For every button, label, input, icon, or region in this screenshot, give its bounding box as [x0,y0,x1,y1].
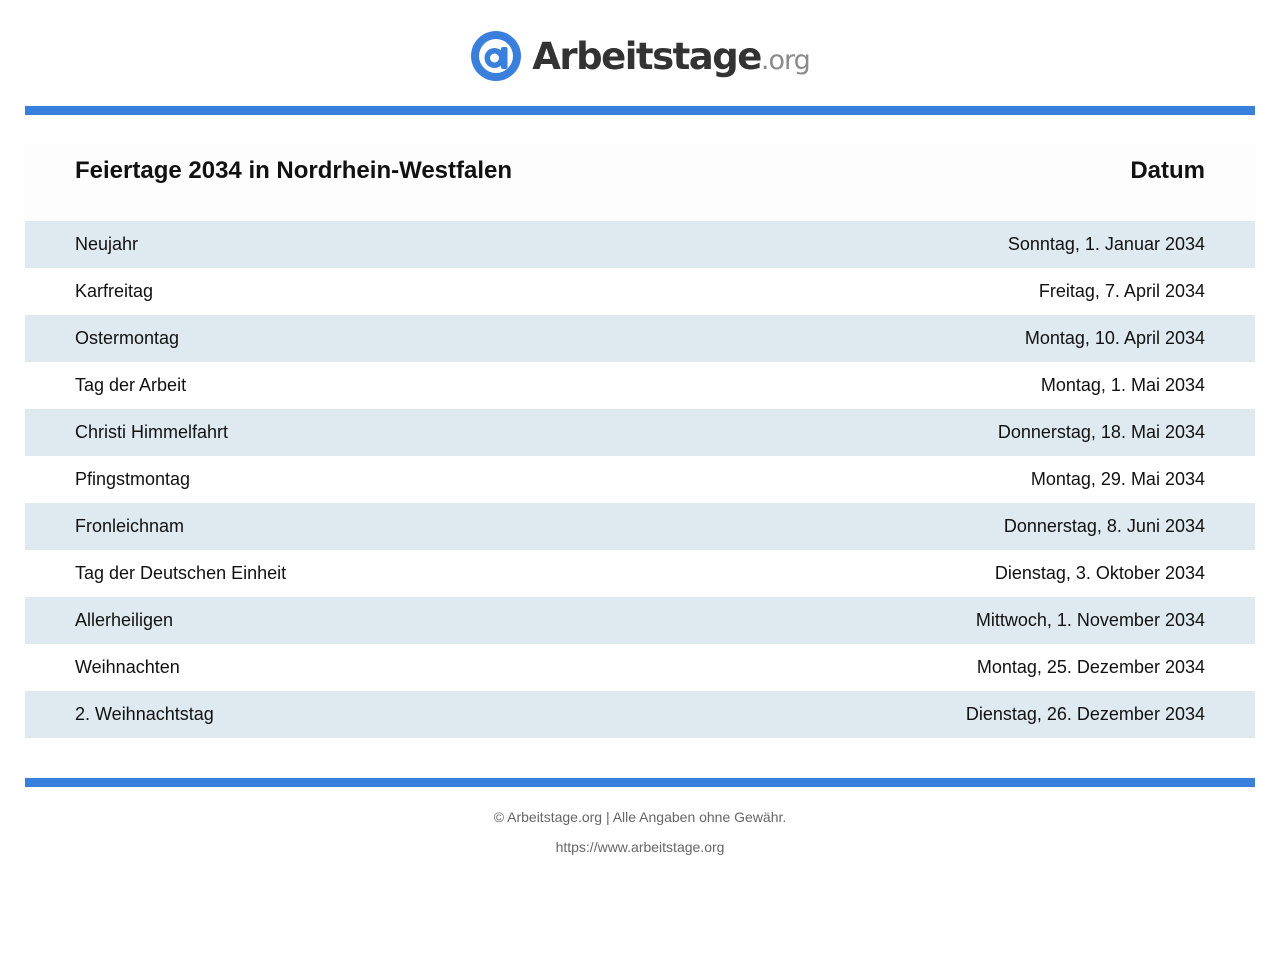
holiday-name: Karfreitag [75,281,154,301]
holiday-date: Montag, 1. Mai 2034 [1040,375,1205,395]
site-logo[interactable] [0,29,1280,83]
top-divider [25,106,1255,115]
holiday-date: Dienstag, 26. Dezember 2034 [965,704,1205,724]
table-row [25,221,1255,268]
holiday-date: Donnerstag, 8. Juni 2034 [1003,516,1205,536]
footer-copyright: © Arbeitstage.org | Alle Angaben ohne Gewähr. [493,809,787,825]
holiday-date: Montag, 29. Mai 2034 [1030,469,1205,489]
holiday-table [25,144,1255,738]
logo-tld: .org [760,44,810,76]
holiday-name: Christi Himmelfahrt [75,422,229,442]
holiday-date: Dienstag, 3. Oktober 2034 [994,563,1205,583]
bottom-divider [25,778,1255,787]
table-title: Feiertage 2034 in Nordrhein-Westfalen [75,157,513,184]
table-row [25,691,1255,738]
table-row [25,644,1255,691]
holiday-name: Tag der Deutschen Einheit [75,563,287,583]
logo-wordmark [532,35,809,78]
holiday-name: Pfingstmontag [75,469,191,489]
table-body [25,221,1255,738]
holiday-name: Fronleichnam [75,516,185,536]
holiday-date: Mittwoch, 1. November 2034 [975,610,1205,630]
holiday-date: Montag, 25. Dezember 2034 [976,657,1205,677]
table-row [25,409,1255,456]
holiday-date: Montag, 10. April 2034 [1024,328,1205,348]
holiday-name: Allerheiligen [75,610,174,630]
at-sign-logo-icon [470,30,522,82]
holiday-name: Neujahr [75,234,139,254]
table-header [25,144,1255,221]
holiday-date: Donnerstag, 18. Mai 2034 [997,422,1205,442]
date-column-header: Datum [1130,157,1205,184]
holiday-name: 2. Weihnachtstag [75,704,214,724]
table-row [25,315,1255,362]
table-row [25,550,1255,597]
holiday-date: Sonntag, 1. Januar 2034 [1007,234,1205,254]
table-row [25,503,1255,550]
holiday-name: Weihnachten [75,657,180,677]
logo-name: Arbeitstage [532,34,761,78]
table-row [25,268,1255,315]
table-row [25,362,1255,409]
footer-url[interactable]: https://www.arbeitstage.org [555,839,725,855]
table-row [25,597,1255,644]
holiday-name: Tag der Arbeit [75,375,187,395]
holiday-date: Freitag, 7. April 2034 [1038,281,1205,301]
holiday-name: Ostermontag [75,328,180,348]
table-row [25,456,1255,503]
